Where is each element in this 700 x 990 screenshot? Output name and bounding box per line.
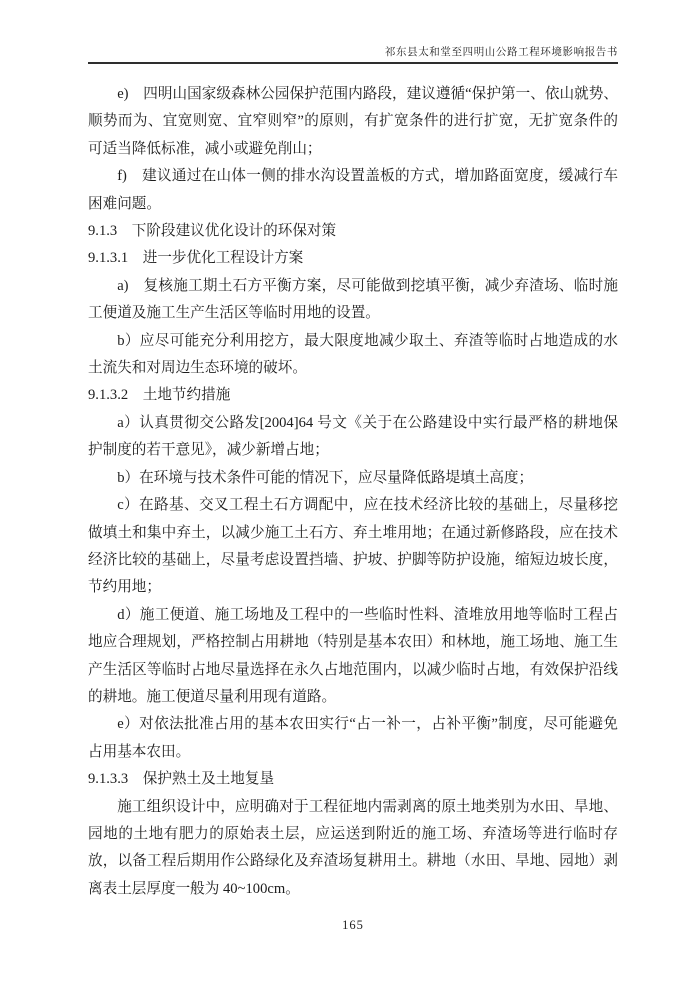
heading-9-1-3: 9.1.3 下阶段建议优化设计的环保对策 [88,223,337,240]
paragraph-f-drainage-cover: f) 建议通过在山体一侧的排水沟设置盖板的方式，增加路面宽度，缓减行车困难问题。 [88,168,618,212]
page-header [88,0,618,64]
heading-9-1-3-3: 9.1.3.3 保护熟土及土地复垦 [88,771,275,788]
heading-9-1-3-2: 9.1.3.2 土地节约措施 [88,387,231,404]
paragraph-e-basic-farmland: e）对依法批准占用的基本农田实行“占一补一，占补平衡”制度，尽可能避免占用基本农田。 [88,716,618,760]
paragraph-e-forest-park: e) 四明山国家级森林公园保护范围内路段，建议遵循“保护第一、依山就势、顺势而为、宜宽则宽、宜窄则窄”的原则，有扩宽条件的进行扩宽，无扩宽条件的可适当降低标准，减小或避免削山； [88,86,618,157]
page-footer [88,916,618,934]
running-header-title: 祁东县太和堂至四明山公路工程环境影响报告书 [384,47,618,58]
paragraph-b-use-excavation: b）应尽可能充分利用挖方，最大限度地减少取土、弃渣等临时占地造成的水土流失和对周边生态环境的破坏。 [88,332,618,377]
page-body [88,81,618,903]
paragraph-c-earthwork-allocation: c）在路基、交叉工程土石方调配中，应在技术经济比较的基础上，尽量移挖做填土和集中弃土，以减少施工土石方、弃土堆用地；在通过新修路段，应在技术经济比较的基础上，尽量考虑设置挡墙、护坡、护脚等防护设施，缩短边坡长度，节约用地； [88,497,618,596]
paragraph-a-earthwork-balance: a) 复核施工期土石方平衡方案，尽可能做到挖填平衡，减少弃渣场、临时施工便道及施工生产生活区等临时用地的设置。 [88,277,618,322]
paragraph-a-farmland-policy: a）认真贯彻交公路发[2004]64 号文《关于在公路建设中实行最严格的耕地保护制度的若干意见》，减少新增占地； [88,414,618,459]
page-number: 165 [342,918,364,932]
heading-9-1-3-1: 9.1.3.1 进一步优化工程设计方案 [88,250,304,267]
paragraph-topsoil-reclamation: 施工组织设计中，应明确对于工程征地内需剥离的原土地类别为水田、旱地、园地的土地有肥力的原始表土层，应运送到附近的施工场、弃渣场等进行临时存放，以备工程后期用作公路绿化及弃渣场复耕用土。耕地（水田、旱地、园地）剥离表土层厚度一般为 40~100cm。 [88,798,618,897]
paragraph-b-embankment-height: b）在环境与技术条件可能的情况下，应尽量降低路堤填土高度； [117,469,534,486]
paragraph-d-temporary-land: d）施工便道、施工场地及工程中的一些临时性料、渣堆放用地等临时工程占地应合理规划，严格控制占用耕地（特别是基本农田）和林地，施工场地、施工生产生活区等临时占地尽量选择在永久占地范围内，以减少临时占地，有效保护沿线的耕地。施工便道尽量利用现有道路。 [88,606,618,705]
